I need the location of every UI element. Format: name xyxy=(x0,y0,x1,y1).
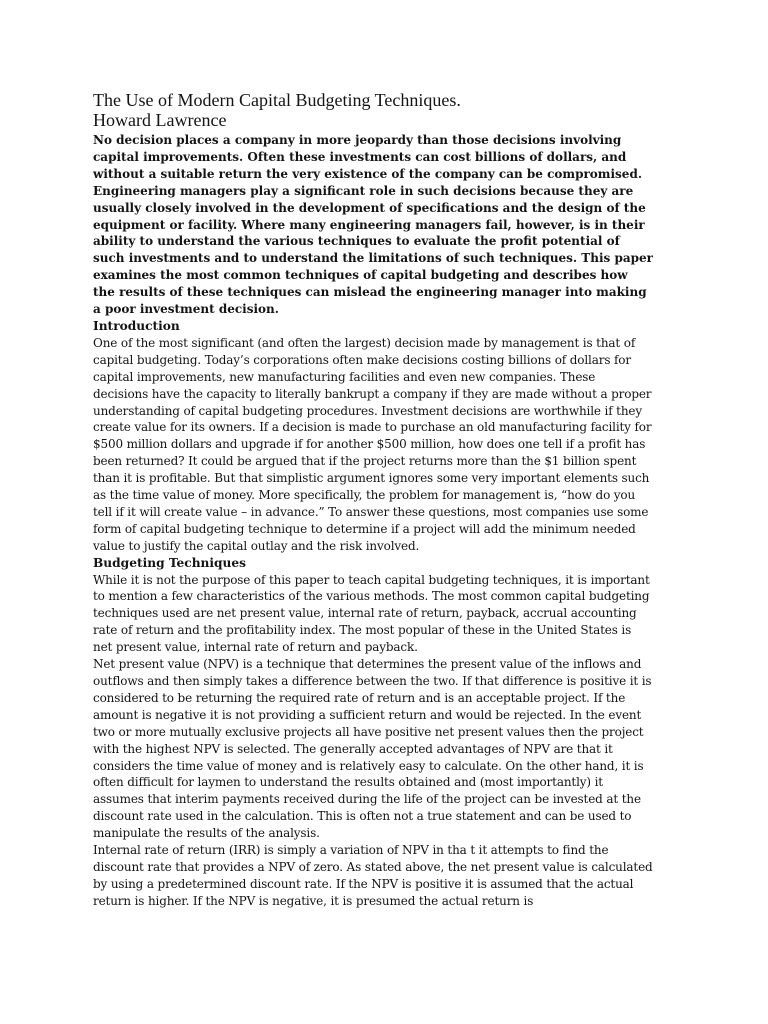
paragraph: Net present value (NPV) is a technique that determines the present value of the inflows and outflows and then simply takes a difference between the two. If that difference is positive it is considered to be returning the required rate of return and is an acceptable project. If the amount is negative it is not providing a sufficient return and would be rejected. In the event two or more mutually exclusive projects all have positive net present values then the project with the highest NPV is selected. The generally accepted advantages of NPV are that it considers the time value of money and is relatively easy to calculate. On the other hand, it is often difficult for laymen to understand the results obtained and (most importantly) it assumes that interim payments received during the life of the project can be invested at the discount rate used in the calculation. This is often not a true statement and can be used to manipulate the results of the analysis. xyxy=(93,657,652,841)
section-heading-introduction: Introduction xyxy=(93,318,180,333)
document-title: The Use of Modern Capital Budgeting Techniques. xyxy=(93,90,461,110)
paragraph: Internal rate of return (IRR) is simply a variation of NPV in tha t it attempts to find the discount rate that provides a NPV of zero. As stated above, the net present value is calculated by using a predetermined discount rate. If the NPV is positive it is assumed that the actual return is higher. If the NPV is negative, it is presumed the actual return is xyxy=(93,843,653,908)
paragraph: While it is not the purpose of this paper to teach capital budgeting techniques, it is important to mention a few characteristics of the various methods. The most common capital budgeting techniques used are net present value, internal rate of return, payback, accrual accounting rate of return and the profitability index. The most popular of these in the United States is net present value, internal rate of return and payback. xyxy=(93,572,650,655)
paragraph: One of the most significant (and often the largest) decision made by management is that of capital budgeting. Today’s corporations often make decisions costing billions of dollars for capital improvements, new manufacturing facilities and even new companies. These decisions have the capacity to literally bankrupt a company if they are made without a proper understanding of capital budgeting procedures. Investment decisions are worthwhile if they create value for its owners. If a decision is made to purchase an old manufacturing facility for $500 million dollars and upgrade if for another $500 million, how does one tell if a profit has been returned? It could be argued that if the project returns more than the $1 billion spent than it is profitable. But that simplistic argument ignores some very important elements such as the time value of money. More specifically, the problem for management is, “how do you tell if it will create value – in advance.” To answer these questions, most companies use some form of capital budgeting technique to determine if a project will add the minimum needed value to justify the capital outlay and the risk involved. xyxy=(93,335,652,553)
document-page xyxy=(93,90,653,910)
document-author: Howard Lawrence xyxy=(93,110,227,130)
abstract: No decision places a company in more jeopardy than those decisions involving capital improvements. Often these investments can cost billions of dollars, and without a suitable return the very existence of the company can be compromised. Engineering managers play a significant role in such decisions because they are usually closely involved in the development of specifications and the design of the equipment or facility. Where many engineering managers fail, however, is in their ability to understand the various techniques to evaluate the profit potential of such investments and to understand the limitations of such techniques. This paper examines the most common techniques of capital budgeting and describes how the results of these techniques can mislead the engineering manager into making a poor investment decision. xyxy=(93,133,653,317)
section-heading-budgeting-techniques: Budgeting Techniques xyxy=(93,555,247,570)
